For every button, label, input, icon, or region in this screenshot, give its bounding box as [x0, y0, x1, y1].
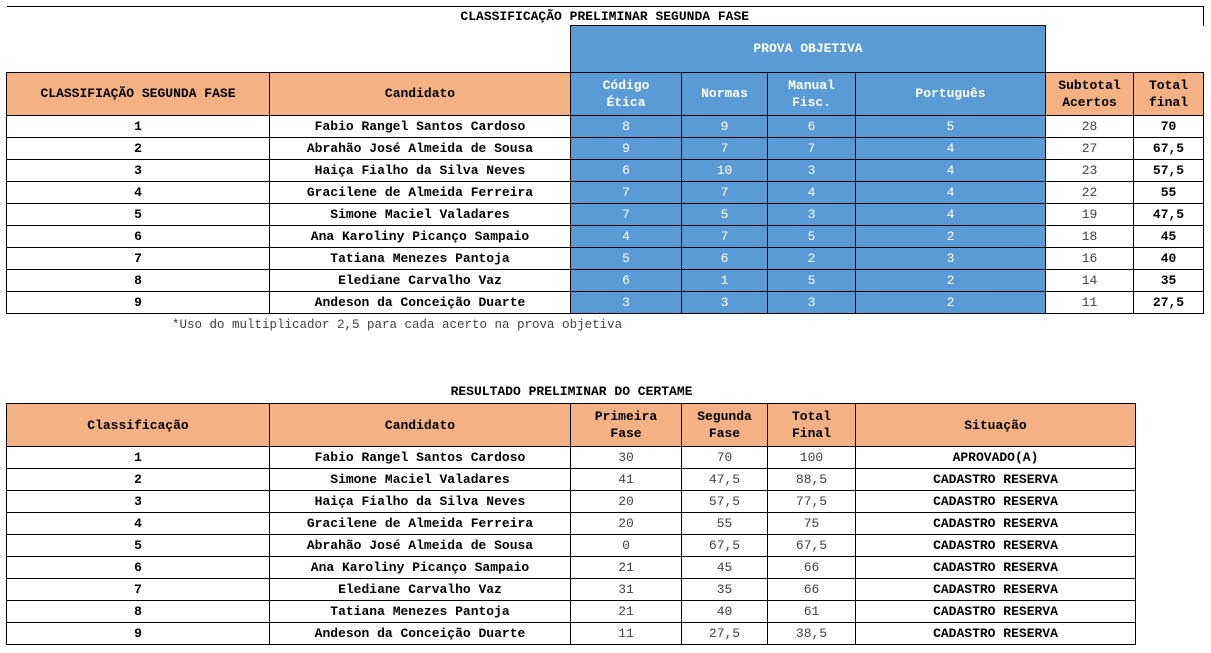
- status-cell: CADASTRO RESERVA: [856, 601, 1136, 623]
- first-phase-cell: 0: [571, 535, 682, 557]
- normas-cell: 7: [682, 137, 768, 159]
- total-cell: 40: [1134, 247, 1204, 269]
- table-row: [7, 447, 1136, 469]
- subtotal-cell: 28: [1046, 115, 1134, 137]
- candidate-cell: Fabio Rangel Santos Cardoso: [270, 447, 571, 469]
- section2-title: RESULTADO PRELIMINAR DO CERTAME: [450, 384, 693, 399]
- total-cell: 27,5: [1134, 291, 1204, 313]
- total-final-cell: 75: [768, 513, 856, 535]
- rank-cell: 2: [7, 137, 270, 159]
- total-header: Total final: [1134, 72, 1204, 115]
- candidate-cell: Simone Maciel Valadares: [270, 469, 571, 491]
- portugues-cell: 2: [856, 269, 1046, 291]
- rank-cell: 5: [7, 203, 270, 225]
- subtotal-cell: 16: [1046, 247, 1134, 269]
- normas-header: Normas: [682, 72, 768, 115]
- manual-cell: 7: [768, 137, 856, 159]
- total-final-cell: 67,5: [768, 535, 856, 557]
- etica-cell: 7: [571, 203, 682, 225]
- status-cell: CADASTRO RESERVA: [856, 623, 1136, 645]
- status-cell: CADASTRO RESERVA: [856, 557, 1136, 579]
- status-cell: CADASTRO RESERVA: [856, 491, 1136, 513]
- candidate-cell: Haiça Fialho da Silva Neves: [270, 491, 571, 513]
- table-row: [7, 225, 1204, 247]
- subtotal-cell: 27: [1046, 137, 1134, 159]
- first-phase-header: Primeira Fase: [571, 404, 682, 447]
- candidate-cell: Andeson da Conceição Duarte: [270, 623, 571, 645]
- portugues-cell: 4: [856, 159, 1046, 181]
- portugues-cell: 3: [856, 247, 1046, 269]
- table-row: [7, 137, 1204, 159]
- rank-cell: 1: [7, 115, 270, 137]
- total-cell: 47,5: [1134, 203, 1204, 225]
- table-row: [7, 491, 1136, 513]
- second-phase-cell: 40: [682, 601, 768, 623]
- second-phase-cell: 70: [682, 447, 768, 469]
- manual-cell: 5: [768, 269, 856, 291]
- candidate-cell: Gracilene de Almeida Ferreira: [270, 181, 571, 203]
- manual-cell: 3: [768, 291, 856, 313]
- table-row: [7, 203, 1204, 225]
- portugues-cell: 5: [856, 115, 1046, 137]
- prova-objetiva-header: PROVA OBJETIVA: [571, 26, 1046, 73]
- status-cell: CADASTRO RESERVA: [856, 513, 1136, 535]
- rank-cell: 2: [7, 469, 270, 491]
- table-row: [7, 115, 1204, 137]
- rank-cell: 5: [7, 535, 270, 557]
- second-phase-cell: 45: [682, 557, 768, 579]
- first-phase-cell: 21: [571, 557, 682, 579]
- total-final-cell: 77,5: [768, 491, 856, 513]
- table-row: [7, 557, 1136, 579]
- rank-header-2: Classificação: [7, 404, 270, 447]
- table-row: [7, 469, 1136, 491]
- second-phase-cell: 57,5: [682, 491, 768, 513]
- table-row: [7, 181, 1204, 203]
- etica-cell: 8: [571, 115, 682, 137]
- table-row: [7, 579, 1136, 601]
- manual-cell: 5: [768, 225, 856, 247]
- etica-cell: 6: [571, 159, 682, 181]
- total-final-cell: 66: [768, 579, 856, 601]
- candidate-cell: Abrahão José Almeida de Sousa: [270, 535, 571, 557]
- rank-cell: 8: [7, 269, 270, 291]
- table-row: [7, 601, 1136, 623]
- normas-cell: 5: [682, 203, 768, 225]
- portugues-cell: 4: [856, 181, 1046, 203]
- total-cell: 55: [1134, 181, 1204, 203]
- table-row: [7, 291, 1204, 313]
- subtotal-header: Subtotal Acertos: [1046, 72, 1134, 115]
- portugues-header: Português: [856, 72, 1046, 115]
- candidate-cell: Simone Maciel Valadares: [270, 203, 571, 225]
- first-phase-cell: 20: [571, 491, 682, 513]
- second-phase-cell: 35: [682, 579, 768, 601]
- normas-cell: 9: [682, 115, 768, 137]
- second-phase-cell: 55: [682, 513, 768, 535]
- second-phase-header: Segunda Fase: [682, 404, 768, 447]
- total-final-cell: 61: [768, 601, 856, 623]
- candidate-cell: Abrahão José Almeida de Sousa: [270, 137, 571, 159]
- subtotal-cell: 14: [1046, 269, 1134, 291]
- rank-cell: 9: [7, 291, 270, 313]
- first-phase-cell: 21: [571, 601, 682, 623]
- candidate-cell: Ana Karoliny Picanço Sampaio: [270, 225, 571, 247]
- rank-cell: 6: [7, 225, 270, 247]
- multiplier-note: *Uso do multiplicador 2,5 para cada acerto na prova objetiva: [172, 318, 623, 332]
- candidate-cell: Gracilene de Almeida Ferreira: [270, 513, 571, 535]
- normas-cell: 7: [682, 181, 768, 203]
- result-table: [6, 403, 1136, 645]
- rank-cell: 7: [7, 579, 270, 601]
- candidate-cell: Tatiana Menezes Pantoja: [270, 247, 571, 269]
- etica-cell: 9: [571, 137, 682, 159]
- table-row: [7, 159, 1204, 181]
- normas-cell: 10: [682, 159, 768, 181]
- manual-cell: 2: [768, 247, 856, 269]
- manual-cell: 6: [768, 115, 856, 137]
- classification-table: [6, 6, 1204, 314]
- normas-cell: 3: [682, 291, 768, 313]
- candidate-cell: Andeson da Conceição Duarte: [270, 291, 571, 313]
- rank-cell: 8: [7, 601, 270, 623]
- manual-cell: 4: [768, 181, 856, 203]
- normas-cell: 6: [682, 247, 768, 269]
- etica-cell: 7: [571, 181, 682, 203]
- total-final-cell: 66: [768, 557, 856, 579]
- table-row: [7, 623, 1136, 645]
- candidate-header: Candidato: [270, 72, 571, 115]
- normas-cell: 1: [682, 269, 768, 291]
- total-final-cell: 38,5: [768, 623, 856, 645]
- total-final-cell: 100: [768, 447, 856, 469]
- first-phase-cell: 11: [571, 623, 682, 645]
- rank-header: CLASSIFIAÇÃO SEGUNDA FASE: [7, 72, 270, 115]
- table-row: [7, 247, 1204, 269]
- subtotal-cell: 19: [1046, 203, 1134, 225]
- portugues-cell: 4: [856, 137, 1046, 159]
- rank-cell: 6: [7, 557, 270, 579]
- total-final-header: Total Final: [768, 404, 856, 447]
- manual-cell: 3: [768, 159, 856, 181]
- status-header: Situação: [856, 404, 1136, 447]
- table-row: [7, 269, 1204, 291]
- total-cell: 70: [1134, 115, 1204, 137]
- candidate-cell: Elediane Carvalho Vaz: [270, 269, 571, 291]
- candidate-header-2: Candidato: [270, 404, 571, 447]
- candidate-cell: Elediane Carvalho Vaz: [270, 579, 571, 601]
- rank-cell: 4: [7, 513, 270, 535]
- total-cell: 67,5: [1134, 137, 1204, 159]
- candidate-cell: Tatiana Menezes Pantoja: [270, 601, 571, 623]
- first-phase-cell: 30: [571, 447, 682, 469]
- second-phase-cell: 27,5: [682, 623, 768, 645]
- rank-cell: 1: [7, 447, 270, 469]
- first-phase-cell: 20: [571, 513, 682, 535]
- etica-cell: 5: [571, 247, 682, 269]
- first-phase-cell: 31: [571, 579, 682, 601]
- second-phase-cell: 47,5: [682, 469, 768, 491]
- rank-cell: 9: [7, 623, 270, 645]
- rank-cell: 3: [7, 159, 270, 181]
- etica-cell: 3: [571, 291, 682, 313]
- second-phase-cell: 67,5: [682, 535, 768, 557]
- portugues-cell: 2: [856, 291, 1046, 313]
- manual-cell: 3: [768, 203, 856, 225]
- subtotal-cell: 11: [1046, 291, 1134, 313]
- portugues-cell: 2: [856, 225, 1046, 247]
- rank-cell: 3: [7, 491, 270, 513]
- total-cell: 45: [1134, 225, 1204, 247]
- candidate-cell: Ana Karoliny Picanço Sampaio: [270, 557, 571, 579]
- total-cell: 35: [1134, 269, 1204, 291]
- section1-title: CLASSIFICAÇÃO PRELIMINAR SEGUNDA FASE: [7, 7, 1204, 26]
- subtotal-cell: 18: [1046, 225, 1134, 247]
- etica-header: Código Ética: [571, 72, 682, 115]
- etica-cell: 6: [571, 269, 682, 291]
- candidate-cell: Haiça Fialho da Silva Neves: [270, 159, 571, 181]
- total-cell: 57,5: [1134, 159, 1204, 181]
- etica-cell: 4: [571, 225, 682, 247]
- portugues-cell: 4: [856, 203, 1046, 225]
- subtotal-cell: 23: [1046, 159, 1134, 181]
- rank-cell: 7: [7, 247, 270, 269]
- total-final-cell: 88,5: [768, 469, 856, 491]
- status-cell: CADASTRO RESERVA: [856, 579, 1136, 601]
- rank-cell: 4: [7, 181, 270, 203]
- subtotal-cell: 22: [1046, 181, 1134, 203]
- candidate-cell: Fabio Rangel Santos Cardoso: [270, 115, 571, 137]
- status-cell: APROVADO(A): [856, 447, 1136, 469]
- status-cell: CADASTRO RESERVA: [856, 469, 1136, 491]
- normas-cell: 7: [682, 225, 768, 247]
- first-phase-cell: 41: [571, 469, 682, 491]
- table-row: [7, 513, 1136, 535]
- manual-header: Manual Fisc.: [768, 72, 856, 115]
- status-cell: CADASTRO RESERVA: [856, 535, 1136, 557]
- table-row: [7, 535, 1136, 557]
